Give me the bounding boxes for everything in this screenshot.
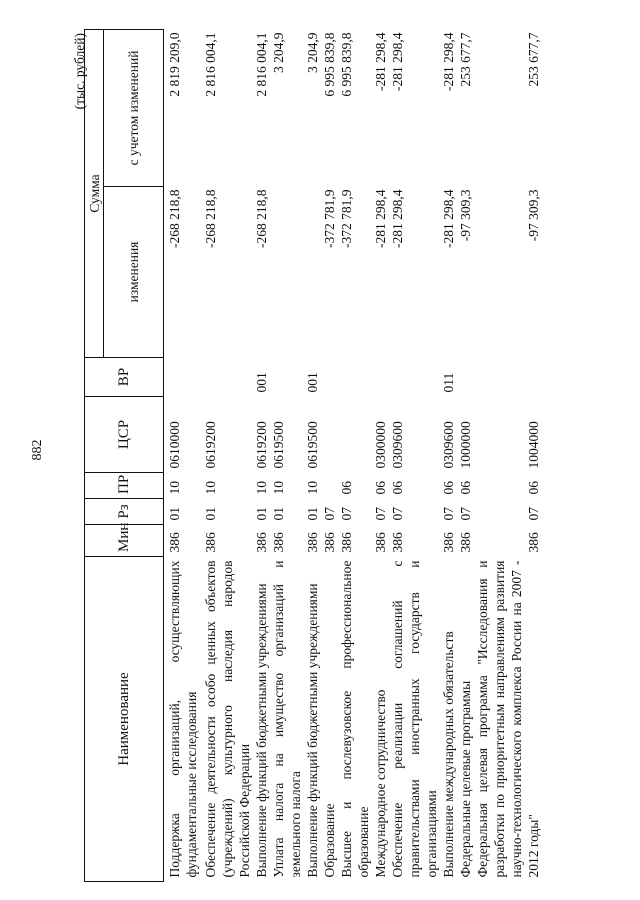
row-csr: 0610000 bbox=[167, 421, 182, 469]
table-row bbox=[389, 29, 440, 881]
row-vr bbox=[457, 358, 474, 397]
row-name: Обеспечение реализации соглашений с правительствами иностранных государств и организациями bbox=[390, 560, 439, 878]
row-pr: 10 bbox=[254, 481, 269, 495]
row-change: -281 298,4 bbox=[441, 189, 456, 248]
row-pr: 10 bbox=[167, 481, 182, 495]
row-change: -281 298,4 bbox=[390, 189, 405, 248]
row-change bbox=[270, 187, 304, 358]
header-pr: ПР bbox=[85, 473, 164, 499]
table-row bbox=[440, 29, 457, 881]
row-vr bbox=[338, 358, 372, 397]
row-total: 2 816 004,1 bbox=[254, 32, 269, 97]
table-row bbox=[253, 29, 270, 881]
row-csr: 0309600 bbox=[441, 421, 456, 469]
row-change: -268 218,8 bbox=[203, 189, 218, 248]
row-total: 6 995 839,8 bbox=[339, 32, 354, 97]
row-change: -281 298,4 bbox=[373, 189, 388, 248]
table-row bbox=[304, 29, 321, 881]
row-change: -97 309,3 bbox=[458, 189, 473, 242]
table-row bbox=[338, 29, 372, 881]
row-pr: 06 bbox=[390, 481, 405, 495]
row-vr: 001 bbox=[305, 372, 320, 393]
row-rz: 07 bbox=[339, 507, 354, 521]
row-csr bbox=[321, 397, 338, 473]
row-name: Международное сотрудничество bbox=[373, 689, 388, 878]
table-row bbox=[200, 29, 253, 881]
row-vr: 001 bbox=[254, 372, 269, 393]
row-csr: 0619200 bbox=[254, 421, 269, 469]
row-pr: 10 bbox=[203, 481, 218, 495]
row-pr: 06 bbox=[441, 481, 456, 495]
row-change: -372 781,9 bbox=[339, 189, 354, 248]
row-rz: 01 bbox=[305, 507, 320, 521]
row-vr bbox=[321, 358, 338, 397]
row-min: 386 bbox=[254, 532, 269, 553]
row-pr: 10 bbox=[271, 481, 286, 495]
row-csr: 1004000 bbox=[526, 421, 541, 469]
row-vr bbox=[164, 358, 201, 397]
row-rz: 07 bbox=[441, 507, 456, 521]
row-min: 386 bbox=[322, 532, 337, 553]
row-total: -281 298,4 bbox=[441, 32, 456, 91]
row-name: Выполнение функций бюджетными учреждениями bbox=[254, 583, 269, 878]
row-rz: 07 bbox=[373, 507, 388, 521]
row-pr: 06 bbox=[339, 481, 354, 495]
row-name: Обеспечение деятельности особо ценных объектов (учреждений) культурного наследия народов Российской Федерации bbox=[203, 560, 252, 878]
page-number: 882 bbox=[30, 439, 45, 461]
row-rz: 07 bbox=[458, 507, 473, 521]
row-rz: 01 bbox=[167, 507, 182, 521]
row-name: Федеральная целевая программа "Исследования и разработки по приоритетным направлениям развития научно-технологического комплекса России на 2007 - 2012 годы" bbox=[475, 560, 541, 878]
row-pr: 06 bbox=[526, 481, 541, 495]
row-vr bbox=[474, 358, 542, 397]
row-vr bbox=[389, 358, 440, 397]
row-total: 3 204,9 bbox=[305, 32, 320, 73]
row-csr: 0619500 bbox=[305, 421, 320, 469]
table-row bbox=[372, 29, 389, 881]
row-change bbox=[304, 187, 321, 358]
row-name: Уплата налога на имущество организаций и земельного налога bbox=[271, 560, 303, 878]
row-pr: 10 bbox=[305, 481, 320, 495]
row-rz: 07 bbox=[390, 507, 405, 521]
header-vr: ВР bbox=[85, 358, 164, 397]
row-csr: 0309600 bbox=[390, 421, 405, 469]
row-vr: 011 bbox=[441, 372, 456, 393]
row-min: 386 bbox=[458, 532, 473, 553]
row-total: 2 819 209,0 bbox=[167, 32, 182, 97]
row-total: 253 677,7 bbox=[458, 32, 473, 87]
row-total: 6 995 839,8 bbox=[322, 32, 337, 97]
budget-table bbox=[84, 29, 542, 882]
row-vr bbox=[270, 358, 304, 397]
row-rz: 07 bbox=[526, 507, 541, 521]
row-vr bbox=[372, 358, 389, 397]
row-total: -281 298,4 bbox=[373, 32, 388, 91]
table-row bbox=[270, 29, 304, 881]
row-name: Выполнение международных обязательств bbox=[441, 631, 456, 878]
row-csr: 0619200 bbox=[203, 421, 218, 469]
row-total: -281 298,4 bbox=[390, 32, 405, 91]
row-change: -97 309,3 bbox=[526, 189, 541, 242]
row-min: 386 bbox=[167, 532, 182, 553]
header-changes: изменения bbox=[104, 187, 164, 358]
row-change: -268 218,8 bbox=[254, 189, 269, 248]
row-min: 386 bbox=[271, 532, 286, 553]
row-name: Образование bbox=[322, 803, 337, 878]
row-vr bbox=[200, 358, 253, 397]
table-row bbox=[164, 29, 201, 881]
row-name: Поддержка организаций, осуществляющих фундаментальные исследования bbox=[167, 560, 199, 878]
row-rz: 07 bbox=[322, 507, 337, 521]
row-pr: 06 bbox=[373, 481, 388, 495]
row-csr: 0619500 bbox=[271, 421, 286, 469]
row-pr bbox=[321, 473, 338, 499]
row-min: 386 bbox=[373, 532, 388, 553]
header-min: Мин bbox=[85, 525, 164, 557]
table-row bbox=[457, 29, 474, 881]
row-min: 386 bbox=[203, 532, 218, 553]
row-total: 3 204,9 bbox=[271, 32, 286, 73]
units-note: (тыс. рублей) bbox=[72, 33, 87, 110]
row-min: 386 bbox=[526, 532, 541, 553]
header-with-changes: с учетом изменений bbox=[104, 29, 164, 186]
row-name: Высшее и послевузовское профессиональное образование bbox=[339, 560, 371, 878]
header-name: Наименование bbox=[85, 557, 164, 882]
header-sum: Сумма bbox=[85, 29, 104, 357]
row-min: 386 bbox=[305, 532, 320, 553]
row-change: -372 781,9 bbox=[322, 189, 337, 248]
row-name: Федеральные целевые программы bbox=[458, 680, 473, 878]
row-rz: 01 bbox=[203, 507, 218, 521]
row-pr: 06 bbox=[458, 481, 473, 495]
row-total: 2 816 004,1 bbox=[203, 32, 218, 97]
row-change: -268 218,8 bbox=[167, 189, 182, 248]
row-total: 253 677,7 bbox=[526, 32, 541, 87]
row-rz: 01 bbox=[271, 507, 286, 521]
table-row bbox=[474, 29, 542, 881]
row-name: Выполнение функций бюджетными учреждениями bbox=[305, 583, 320, 878]
row-csr: 0300000 bbox=[373, 421, 388, 469]
row-csr: 1000000 bbox=[458, 421, 473, 469]
row-min: 386 bbox=[441, 532, 456, 553]
row-rz: 01 bbox=[254, 507, 269, 521]
row-csr bbox=[338, 397, 372, 473]
header-csr: ЦСР bbox=[85, 397, 164, 473]
row-min: 386 bbox=[339, 532, 354, 553]
header-rz: Рз bbox=[85, 499, 164, 525]
table-row bbox=[321, 29, 338, 881]
row-min: 386 bbox=[390, 532, 405, 553]
